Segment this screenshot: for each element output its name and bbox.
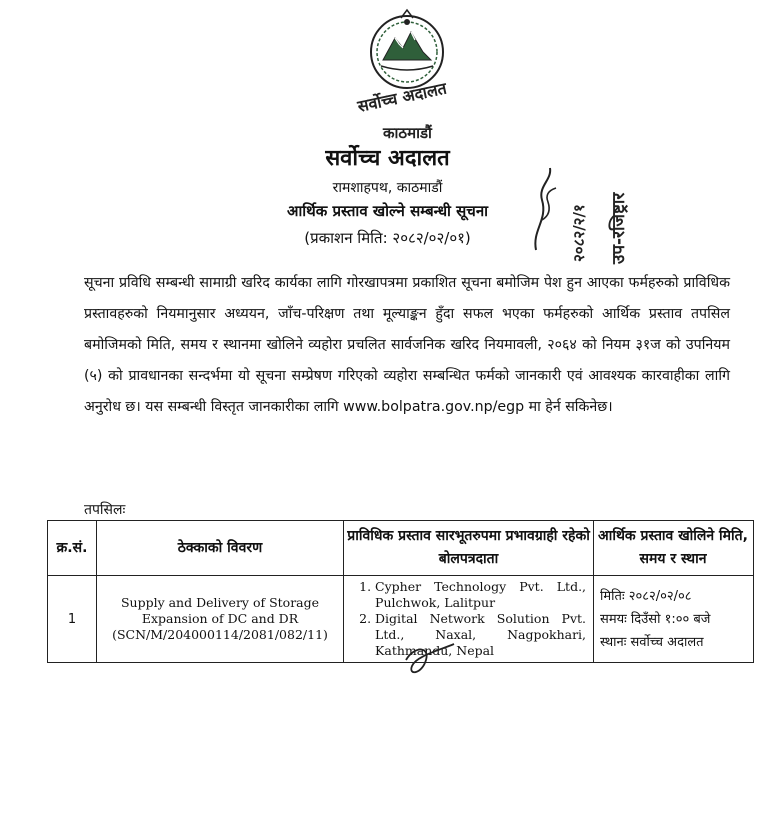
bidder-item-1: 1. Cypher Technology Pvt. Ltd., Pulchwok, Lalitpur bbox=[375, 579, 586, 611]
row-bidders bbox=[344, 576, 594, 663]
court-name: सर्वोच्च अदालत bbox=[325, 146, 450, 171]
notice-title: आर्थिक प्रस्ताव खोल्ने सम्बन्धी सूचना bbox=[286, 202, 489, 220]
table-header-row bbox=[48, 521, 754, 576]
notice-body: सूचना प्रविधि सम्बन्धी सामाग्री खरिद कार्यका लागि गोरखापत्रमा प्रकाशित सूचना बमोजिम पेश हुन आएका फर्महरुको प्राविधिक प्रस्तावहरुको नियमानुसार अध्ययन, जाँच-परिक्षण तथा मूल्याङ्कन हुँदा सफल भएका फर्महरुको आर्थिक प्रस्ताव तपसिल बमोजिमको मिति, समय र स्थानमा खोलिने व्यहोरा प्रचलित सार्वजनिक खरिद नियमावली, २०६४ को नियम ३१ज को उपनियम (५) को प्रावधानका सन्दर्भमा यो सूचना सम्प्रेषण गरिएको व्यहोरा सम्बन्धित फर्मको जानकारी एवं आवश्यक कारवाहीका लागि अनुरोध छ। यस सम्बन्धी विस्तृत जानकारीका लागि www.bolpatra.gov.np/egp मा हेर्न सकिनेछ। bbox=[84, 275, 730, 415]
row-sn: 1 bbox=[48, 576, 97, 663]
initial-signature bbox=[400, 640, 460, 680]
opening-time: समयः दिउँसो १:०० बजे bbox=[600, 611, 711, 627]
header-financial: आर्थिक प्रस्ताव खोलिने मिति, समय र स्थान bbox=[594, 521, 754, 576]
bidder-list bbox=[345, 577, 592, 661]
opening-date: मितिः २०८२/०२/०८ bbox=[600, 588, 692, 604]
emblem-text-top: सर्वोच्च अदालत bbox=[355, 78, 449, 116]
row-description bbox=[96, 576, 343, 663]
header-description: ठेक्काको विवरण bbox=[96, 521, 343, 576]
stamp-designation: उप-रजिष्ट्रार bbox=[609, 192, 629, 264]
row-financial-opening bbox=[594, 576, 754, 663]
registrar-signature-stamp bbox=[528, 150, 648, 270]
header-sn: क्र.सं. bbox=[48, 521, 97, 576]
description-line-2: Expansion of DC and DR bbox=[141, 611, 299, 626]
description-line-3: (SCN/M/204000114/2081/082/11) bbox=[112, 627, 328, 642]
tapasil-label: तपसिलः bbox=[84, 502, 126, 518]
court-emblem-icon bbox=[355, 8, 485, 143]
header-bidders: प्राविधिक प्रस्ताव सारभूतरुपमा प्रभावग्राही रहेको बोलपत्रदाता bbox=[344, 521, 594, 576]
description-line-1: Supply and Delivery of Storage bbox=[120, 595, 320, 610]
court-address: रामशाहपथ, काठमाडौं bbox=[332, 180, 443, 196]
opening-place: स्थानः सर्वोच्च अदालत bbox=[600, 634, 704, 650]
bidder-item-2: 2. Digital Network Solution Pvt. Ltd., Naxal, Nagpokhari, Kathmandu, Nepal bbox=[375, 611, 586, 659]
stamp-date: २०८२/२/१ bbox=[570, 204, 588, 262]
emblem-text-bottom: काठमाडौं bbox=[383, 124, 432, 142]
publication-date: (प्रकाशन मिति: २०८२/०२/०१) bbox=[304, 229, 471, 247]
